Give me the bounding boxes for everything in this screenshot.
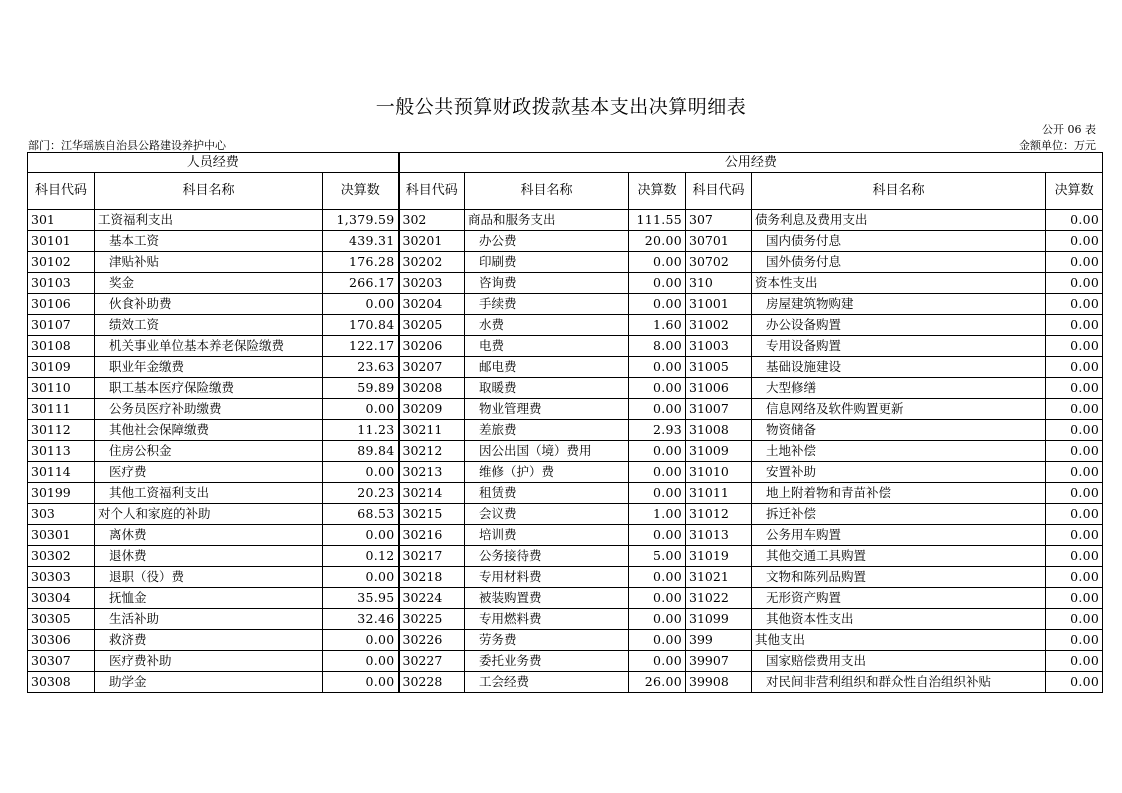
amount-value: 0.00 [1046, 525, 1103, 546]
subject-name: 抚恤金 [95, 588, 323, 609]
subject-name: 信息网络及软件购置更新 [752, 399, 1046, 420]
subject-code: 307 [686, 210, 752, 231]
amount-value: 0.00 [1046, 273, 1103, 294]
subject-name: 退职（役）费 [95, 567, 323, 588]
subject-code: 30202 [399, 252, 465, 273]
subject-code: 30108 [28, 336, 95, 357]
subject-code: 31099 [686, 609, 752, 630]
subject-name: 咨询费 [465, 273, 629, 294]
subject-name: 拆迁补偿 [752, 504, 1046, 525]
subject-name: 无形资产购置 [752, 588, 1046, 609]
amount-value: 0.00 [1046, 651, 1103, 672]
table-row [28, 504, 1103, 525]
amount-value: 0.00 [629, 567, 686, 588]
amount-value: 0.00 [323, 651, 399, 672]
table-row [28, 567, 1103, 588]
table-row [28, 462, 1103, 483]
subject-code: 39908 [686, 672, 752, 693]
subject-code: 30206 [399, 336, 465, 357]
subject-code: 30107 [28, 315, 95, 336]
amount-value: 0.00 [1046, 315, 1103, 336]
department-label: 部门：江华瑶族自治县公路建设养护中心 [28, 139, 226, 152]
subject-code: 30114 [28, 462, 95, 483]
amount-value: 0.00 [323, 294, 399, 315]
subject-code: 31006 [686, 378, 752, 399]
amount-value: 0.00 [323, 525, 399, 546]
subject-code: 310 [686, 273, 752, 294]
subject-name: 其他资本性支出 [752, 609, 1046, 630]
amount-value: 20.23 [323, 483, 399, 504]
header-code: 科目代码 [28, 173, 95, 210]
subject-code: 31022 [686, 588, 752, 609]
subject-name: 手续费 [465, 294, 629, 315]
subject-code: 302 [399, 210, 465, 231]
subject-code: 30212 [399, 441, 465, 462]
table-row [28, 420, 1103, 441]
subject-code: 30204 [399, 294, 465, 315]
amount-value: 0.00 [1046, 420, 1103, 441]
subject-name: 退休费 [95, 546, 323, 567]
subject-name: 会议费 [465, 504, 629, 525]
subject-name: 资本性支出 [752, 273, 1046, 294]
subject-code: 30103 [28, 273, 95, 294]
subject-name: 职工基本医疗保险缴费 [95, 378, 323, 399]
amount-value: 0.00 [629, 609, 686, 630]
subject-code: 31021 [686, 567, 752, 588]
subject-name: 职业年金缴费 [95, 357, 323, 378]
subject-code: 31008 [686, 420, 752, 441]
expenditure-table [27, 152, 1103, 693]
amount-value: 20.00 [629, 231, 686, 252]
subject-name: 基础设施建设 [752, 357, 1046, 378]
subject-name: 文物和陈列品购置 [752, 567, 1046, 588]
subject-code: 31001 [686, 294, 752, 315]
subject-code: 30214 [399, 483, 465, 504]
subject-code: 30702 [686, 252, 752, 273]
amount-value: 0.00 [1046, 210, 1103, 231]
amount-value: 0.00 [323, 399, 399, 420]
amount-value: 0.00 [629, 588, 686, 609]
group-header-personnel: 人员经费 [28, 153, 399, 173]
subject-name: 房屋建筑物购建 [752, 294, 1046, 315]
subject-name: 物资储备 [752, 420, 1046, 441]
amount-value: 439.31 [323, 231, 399, 252]
subject-name: 水费 [465, 315, 629, 336]
subject-code: 30227 [399, 651, 465, 672]
subject-name: 公务员医疗补助缴费 [95, 399, 323, 420]
subject-code: 30201 [399, 231, 465, 252]
subject-name: 其他支出 [752, 630, 1046, 651]
subject-code: 30208 [399, 378, 465, 399]
subject-code: 30304 [28, 588, 95, 609]
amount-value: 0.00 [1046, 357, 1103, 378]
subject-code: 30301 [28, 525, 95, 546]
subject-code: 30302 [28, 546, 95, 567]
subject-name: 委托业务费 [465, 651, 629, 672]
subject-code: 30217 [399, 546, 465, 567]
amount-unit-label: 金额单位：万元 [1019, 139, 1096, 152]
amount-value: 0.00 [1046, 441, 1103, 462]
amount-value: 0.00 [629, 357, 686, 378]
subject-name: 机关事业单位基本养老保险缴费 [95, 336, 323, 357]
subject-code: 30307 [28, 651, 95, 672]
subject-code: 303 [28, 504, 95, 525]
subject-code: 30228 [399, 672, 465, 693]
amount-value: 0.00 [323, 630, 399, 651]
subject-code: 30111 [28, 399, 95, 420]
table-row [28, 525, 1103, 546]
subject-name: 差旅费 [465, 420, 629, 441]
subject-code: 31013 [686, 525, 752, 546]
table-row [28, 294, 1103, 315]
table-row [28, 609, 1103, 630]
subject-code: 30701 [686, 231, 752, 252]
subject-name: 印刷费 [465, 252, 629, 273]
table-row [28, 483, 1103, 504]
subject-name: 地上附着物和青苗补偿 [752, 483, 1046, 504]
subject-code: 30215 [399, 504, 465, 525]
subject-code: 31019 [686, 546, 752, 567]
subject-code: 30225 [399, 609, 465, 630]
amount-value: 122.17 [323, 336, 399, 357]
amount-value: 0.00 [629, 525, 686, 546]
subject-code: 301 [28, 210, 95, 231]
subject-name: 津贴补贴 [95, 252, 323, 273]
amount-value: 0.00 [629, 441, 686, 462]
subject-name: 伙食补助费 [95, 294, 323, 315]
subject-name: 奖金 [95, 273, 323, 294]
subject-code: 30205 [399, 315, 465, 336]
subject-code: 31009 [686, 441, 752, 462]
amount-value: 0.00 [1046, 336, 1103, 357]
subject-code: 30113 [28, 441, 95, 462]
amount-value: 0.00 [323, 672, 399, 693]
table-row [28, 672, 1103, 693]
amount-value: 0.00 [629, 462, 686, 483]
header-amount: 决算数 [629, 173, 686, 210]
subject-name: 离休费 [95, 525, 323, 546]
amount-value: 0.00 [1046, 630, 1103, 651]
subject-name: 商品和服务支出 [465, 210, 629, 231]
subject-code: 31002 [686, 315, 752, 336]
subject-name: 取暖费 [465, 378, 629, 399]
amount-value: 0.00 [1046, 483, 1103, 504]
amount-value: 0.00 [1046, 672, 1103, 693]
subject-name: 债务利息及费用支出 [752, 210, 1046, 231]
amount-value: 266.17 [323, 273, 399, 294]
subject-code: 30199 [28, 483, 95, 504]
subject-code: 30203 [399, 273, 465, 294]
subject-code: 31007 [686, 399, 752, 420]
table-row [28, 546, 1103, 567]
subject-code: 30213 [399, 462, 465, 483]
subject-name: 助学金 [95, 672, 323, 693]
header-name: 科目名称 [95, 173, 323, 210]
amount-value: 0.00 [1046, 252, 1103, 273]
amount-value: 0.00 [323, 567, 399, 588]
subject-name: 公务接待费 [465, 546, 629, 567]
amount-value: 0.00 [629, 399, 686, 420]
table-row [28, 630, 1103, 651]
subject-code: 30303 [28, 567, 95, 588]
subject-code: 30207 [399, 357, 465, 378]
amount-value: 5.00 [629, 546, 686, 567]
subject-code: 30106 [28, 294, 95, 315]
amount-value: 23.63 [323, 357, 399, 378]
subject-name: 其他工资福利支出 [95, 483, 323, 504]
amount-value: 0.00 [1046, 378, 1103, 399]
subject-code: 30224 [399, 588, 465, 609]
subject-code: 30216 [399, 525, 465, 546]
subject-name: 维修（护）费 [465, 462, 629, 483]
subject-code: 399 [686, 630, 752, 651]
subject-name: 办公设备购置 [752, 315, 1046, 336]
subject-name: 专用材料费 [465, 567, 629, 588]
subject-code: 30101 [28, 231, 95, 252]
subject-name: 国内债务付息 [752, 231, 1046, 252]
subject-name: 物业管理费 [465, 399, 629, 420]
header-name: 科目名称 [465, 173, 629, 210]
subject-code: 31010 [686, 462, 752, 483]
amount-value: 0.00 [629, 630, 686, 651]
header-amount: 决算数 [323, 173, 399, 210]
subject-code: 30211 [399, 420, 465, 441]
table-row [28, 588, 1103, 609]
amount-value: 8.00 [629, 336, 686, 357]
subject-name: 救济费 [95, 630, 323, 651]
header-name: 科目名称 [752, 173, 1046, 210]
header-code: 科目代码 [399, 173, 465, 210]
subject-name: 其他交通工具购置 [752, 546, 1046, 567]
subject-name: 办公费 [465, 231, 629, 252]
amount-value: 0.12 [323, 546, 399, 567]
subject-code: 30102 [28, 252, 95, 273]
subject-code: 39907 [686, 651, 752, 672]
subject-code: 30110 [28, 378, 95, 399]
amount-value: 2.93 [629, 420, 686, 441]
amount-value: 170.84 [323, 315, 399, 336]
amount-value: 0.00 [629, 294, 686, 315]
amount-value: 0.00 [629, 252, 686, 273]
subject-name: 培训费 [465, 525, 629, 546]
subject-name: 邮电费 [465, 357, 629, 378]
table-row [28, 210, 1103, 231]
amount-value: 68.53 [323, 504, 399, 525]
subject-name: 其他社会保障缴费 [95, 420, 323, 441]
subject-name: 专用燃料费 [465, 609, 629, 630]
table-row [28, 315, 1103, 336]
subject-name: 安置补助 [752, 462, 1046, 483]
subject-name: 工资福利支出 [95, 210, 323, 231]
subject-name: 专用设备购置 [752, 336, 1046, 357]
subject-code: 31011 [686, 483, 752, 504]
subject-name: 对民间非营利组织和群众性自治组织补贴 [752, 672, 1046, 693]
amount-value: 0.00 [1046, 294, 1103, 315]
header-amount: 决算数 [1046, 173, 1103, 210]
subject-name: 国外债务付息 [752, 252, 1046, 273]
subject-code: 30305 [28, 609, 95, 630]
subject-name: 租赁费 [465, 483, 629, 504]
subject-code: 31012 [686, 504, 752, 525]
subject-code: 30209 [399, 399, 465, 420]
amount-value: 0.00 [1046, 462, 1103, 483]
subject-code: 30306 [28, 630, 95, 651]
amount-value: 0.00 [629, 378, 686, 399]
subject-name: 劳务费 [465, 630, 629, 651]
subject-name: 工会经费 [465, 672, 629, 693]
table-row [28, 378, 1103, 399]
amount-value: 0.00 [1046, 504, 1103, 525]
table-number: 公开 06 表 [1042, 123, 1096, 136]
table-row [28, 231, 1103, 252]
amount-value: 0.00 [1046, 567, 1103, 588]
amount-value: 0.00 [1046, 399, 1103, 420]
table-row [28, 252, 1103, 273]
amount-value: 26.00 [629, 672, 686, 693]
subject-name: 公务用车购置 [752, 525, 1046, 546]
amount-value: 0.00 [1046, 588, 1103, 609]
amount-value: 1,379.59 [323, 210, 399, 231]
table-row [28, 441, 1103, 462]
subject-code: 30308 [28, 672, 95, 693]
subject-name: 土地补偿 [752, 441, 1046, 462]
subject-code: 30226 [399, 630, 465, 651]
subject-name: 绩效工资 [95, 315, 323, 336]
subject-name: 大型修缮 [752, 378, 1046, 399]
amount-value: 0.00 [1046, 231, 1103, 252]
subject-code: 30109 [28, 357, 95, 378]
page-title: 一般公共预算财政拨款基本支出决算明细表 [375, 96, 747, 118]
amount-value: 0.00 [323, 462, 399, 483]
subject-name: 医疗费 [95, 462, 323, 483]
amount-value: 11.23 [323, 420, 399, 441]
amount-value: 0.00 [1046, 609, 1103, 630]
subject-name: 住房公积金 [95, 441, 323, 462]
subject-name: 国家赔偿费用支出 [752, 651, 1046, 672]
subject-code: 31005 [686, 357, 752, 378]
table-row [28, 273, 1103, 294]
subject-name: 基本工资 [95, 231, 323, 252]
amount-value: 0.00 [629, 273, 686, 294]
amount-value: 35.95 [323, 588, 399, 609]
table-row [28, 651, 1103, 672]
subject-name: 对个人和家庭的补助 [95, 504, 323, 525]
group-header-public: 公用经费 [399, 153, 1103, 173]
amount-value: 111.55 [629, 210, 686, 231]
amount-value: 0.00 [629, 483, 686, 504]
amount-value: 59.89 [323, 378, 399, 399]
amount-value: 89.84 [323, 441, 399, 462]
amount-value: 1.60 [629, 315, 686, 336]
subject-name: 因公出国（境）费用 [465, 441, 629, 462]
table-body [28, 210, 1103, 693]
amount-value: 176.28 [323, 252, 399, 273]
header-code: 科目代码 [686, 173, 752, 210]
table-row [28, 357, 1103, 378]
amount-value: 0.00 [1046, 546, 1103, 567]
table-row [28, 336, 1103, 357]
subject-name: 生活补助 [95, 609, 323, 630]
subject-name: 医疗费补助 [95, 651, 323, 672]
subject-code: 30218 [399, 567, 465, 588]
amount-value: 32.46 [323, 609, 399, 630]
amount-value: 0.00 [629, 651, 686, 672]
subject-code: 30112 [28, 420, 95, 441]
amount-value: 1.00 [629, 504, 686, 525]
table-row [28, 399, 1103, 420]
subject-name: 电费 [465, 336, 629, 357]
subject-name: 被装购置费 [465, 588, 629, 609]
subject-code: 31003 [686, 336, 752, 357]
